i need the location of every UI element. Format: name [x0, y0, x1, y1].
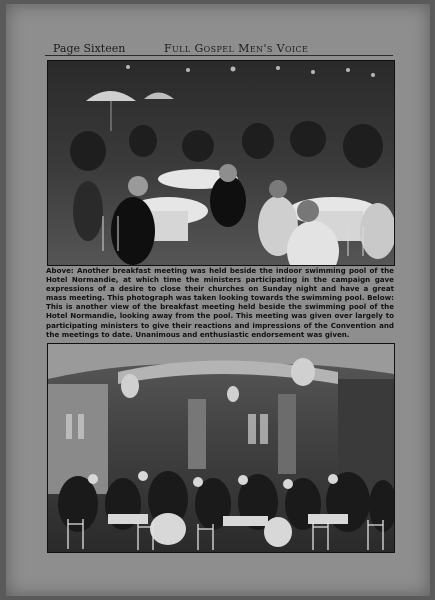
photo-caption: Above: Another breakfast meeting was held beside the indoor swimming pool of the Hotel Normandie, at which time the ministers participating in the campaign gave expressions of a desire to close their churches on Sunday night and have a great mass meeting. This photograph was taken looking towards the swimming pool. Below: This is another view of the breakfast meeting held beside the swimming pool of the Hotel Normandie, looking away from the pool. This meeting was given over largely to participating ministers to give their reactions and impressions of the Convention and the meetings to date. Unanimous and enthusiastic endorsement was given. [46, 266, 394, 339]
header-rule [45, 55, 393, 56]
publication-title: Full Gospel Men's Voice [164, 42, 309, 55]
top-photograph [47, 60, 395, 266]
bottom-photograph [47, 343, 395, 553]
page-number-label: Page Sixteen [53, 42, 126, 55]
